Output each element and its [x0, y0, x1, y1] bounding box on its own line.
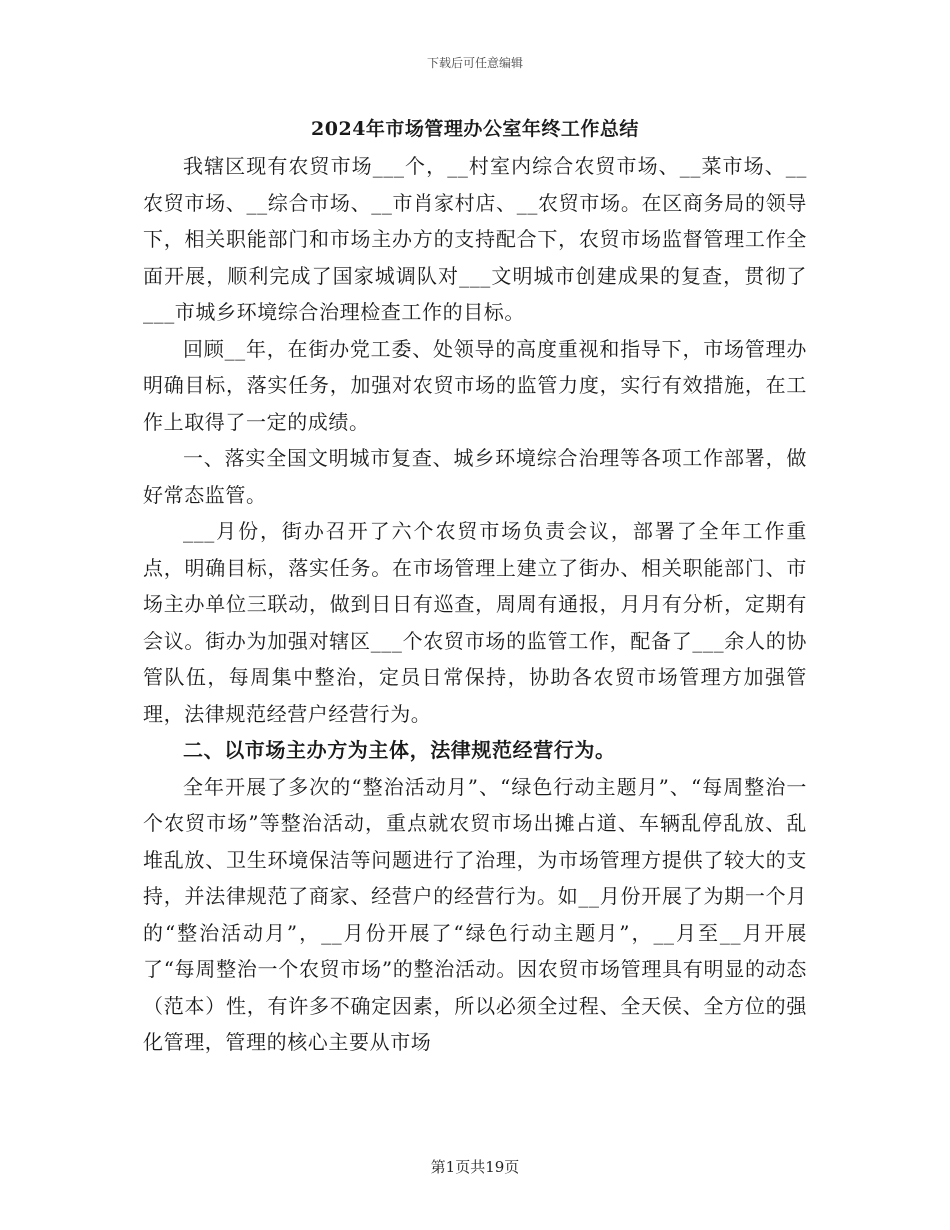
paragraph-review: 回顾__年，在街办党工委、处领导的高度重视和指导下，市场管理办明确目标，落实任务，加强对农贸市场的监管力度，实行有效措施，在工作上取得了一定的成绩。: [143, 336, 807, 434]
paragraph-section-1: ___月份，街办召开了六个农贸市场负责会议，部署了全年工作重点，明确目标，落实任务。在市场管理上建立了街办、相关职能部门、市场主办单位三联动，做到日日有巡查，周周有通报，月月有分析，定期有会议。街办为加强对辖区___个农贸市场的监管工作，配备了___余人的协管队伍，每周集中整治，定员日常保持，协助各农贸市场管理方加强管理，法律规范经营户经营行为。: [143, 519, 807, 726]
paragraph-intro: 我辖区现有农贸市场___个，__村室内综合农贸市场、__菜市场、__农贸市场、__综合市场、__市肖家村店、__农贸市场。在区商务局的领导下，相关职能部门和市场主办方的支持配合下，农贸市场监督管理工作全面开展，顺利完成了国家城调队对___文明城市创建成果的复查，贯彻了___市城乡环境综合治理检查工作的目标。: [143, 154, 807, 324]
paragraph-section-2: 全年开展了多次的“整治活动月”、“绿色行动主题月”、“每周整治一个农贸市场”等整治活动，重点就农贸市场出摊占道、车辆乱停乱放、乱堆乱放、卫生环境保洁等问题进行了治理，为市场管理方提供了较大的支持，并法律规范了商家、经营户的经营行为。如__月份开展了为期一个月的“整治活动月”，__月份开展了“绿色行动主题月”，__月至__月开展了“每周整治一个农贸市场”的整治活动。因农贸市场管理具有明显的动态（范本）性，有许多不确定因素，所以必须全过程、全天侯、全方位的强化管理，管理的核心主要从市场: [143, 774, 807, 1054]
section-heading-1: 一、落实全国文明城市复查、城乡环境综合治理等各项工作部署，做好常态监管。: [143, 446, 807, 507]
page-number: 第1页共19页: [430, 1158, 520, 1176]
page-header-note: 下载后可任意编辑: [426, 56, 523, 70]
section-heading-2: 二、以市场主办方为主体，法律规范经营行为。: [183, 738, 616, 762]
document-title: 2024年市场管理办公室年终工作总结: [311, 118, 639, 140]
document-body: [143, 148, 807, 1061]
